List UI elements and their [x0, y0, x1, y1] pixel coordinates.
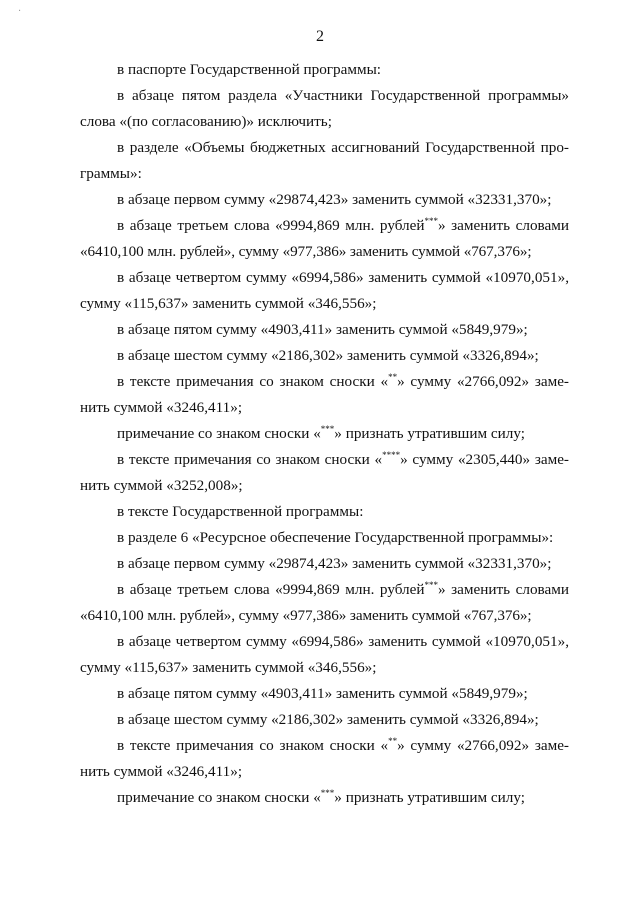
text-segment: » признать утратившим силу; — [334, 425, 525, 442]
page-number: 2 — [316, 28, 324, 45]
text-line — [80, 785, 569, 811]
text-segment: » сумму «2766,092» заме- — [397, 737, 569, 754]
text-line: в абзаце пятом раздела «Участники Государственной программы» — [117, 87, 569, 104]
text-segment: » заменить словами — [438, 217, 569, 234]
text-segment: в тексте примечания со знаком сноски « — [117, 373, 389, 390]
text-line — [80, 733, 569, 759]
text-segment: » сумму «2766,092» заме- — [397, 373, 569, 390]
text-line: «6410,100 млн. рублей», сумму «977,386» заменить суммой «767,376»; — [80, 243, 532, 260]
text-segment: в тексте примечания со знаком сноски « — [117, 451, 383, 468]
text-line: в абзаце четвертом сумму «6994,586» заменить суммой «10970,051», — [117, 633, 569, 650]
text-line: в разделе 6 «Ресурсное обеспечение Государственной программы»: — [117, 529, 554, 546]
text-line: в паспорте Государственной программы: — [117, 61, 382, 78]
text-segment: в тексте примечания со знаком сноски « — [117, 737, 389, 754]
text-line: нить суммой «3246,411»; — [80, 399, 243, 416]
text-line: в абзаце шестом сумму «2186,302» заменить суммой «3326,894»; — [117, 347, 539, 364]
text-line — [80, 577, 569, 603]
text-segment: в абзаце третьем слова «9994,869 млн. рублей — [117, 581, 425, 598]
footnote-marker: ** — [388, 736, 398, 746]
text-line — [80, 213, 569, 239]
text-line: в абзаце шестом сумму «2186,302» заменить суммой «3326,894»; — [117, 711, 539, 728]
text-line — [80, 421, 569, 447]
text-segment: » заменить словами — [438, 581, 569, 598]
text-line: граммы»: — [80, 165, 142, 182]
text-segment: » сумму «2305,440» заме- — [400, 451, 569, 468]
footnote-marker: *** — [424, 580, 439, 590]
text-segment: » признать утратившим силу; — [334, 789, 525, 806]
text-line: сумму «115,637» заменить суммой «346,556»; — [80, 295, 377, 312]
text-line: «6410,100 млн. рублей», сумму «977,386» заменить суммой «767,376»; — [80, 607, 532, 624]
text-line — [80, 447, 569, 473]
document-body — [80, 57, 569, 811]
scan-mark: · — [18, 6, 22, 17]
footnote-marker: **** — [382, 450, 401, 460]
text-line: в абзаце первом сумму «29874,423» заменить суммой «32331,370»; — [117, 555, 552, 572]
text-line: в тексте Государственной программы: — [117, 503, 364, 520]
text-segment: примечание со знаком сноски « — [117, 789, 321, 806]
text-line: в абзаце пятом сумму «4903,411» заменить суммой «5849,979»; — [117, 685, 528, 702]
text-line: в абзаце пятом сумму «4903,411» заменить суммой «5849,979»; — [117, 321, 528, 338]
text-line: нить суммой «3246,411»; — [80, 763, 243, 780]
text-line: в абзаце первом сумму «29874,423» заменить суммой «32331,370»; — [117, 191, 552, 208]
text-segment: в абзаце третьем слова «9994,869 млн. рублей — [117, 217, 425, 234]
text-line: сумму «115,637» заменить суммой «346,556»; — [80, 659, 377, 676]
footnote-marker: ** — [388, 372, 398, 382]
text-line: слова «(по согласованию)» исключить; — [80, 113, 332, 130]
footnote-marker: *** — [424, 216, 439, 226]
text-segment: примечание со знаком сноски « — [117, 425, 321, 442]
text-line: в абзаце четвертом сумму «6994,586» заменить суммой «10970,051», — [117, 269, 569, 286]
text-line: в разделе «Объемы бюджетных ассигнований Государственной про- — [117, 139, 569, 156]
text-line: нить суммой «3252,008»; — [80, 477, 243, 494]
footnote-marker: *** — [320, 788, 335, 798]
text-line — [80, 369, 569, 395]
footnote-marker: *** — [320, 424, 335, 434]
